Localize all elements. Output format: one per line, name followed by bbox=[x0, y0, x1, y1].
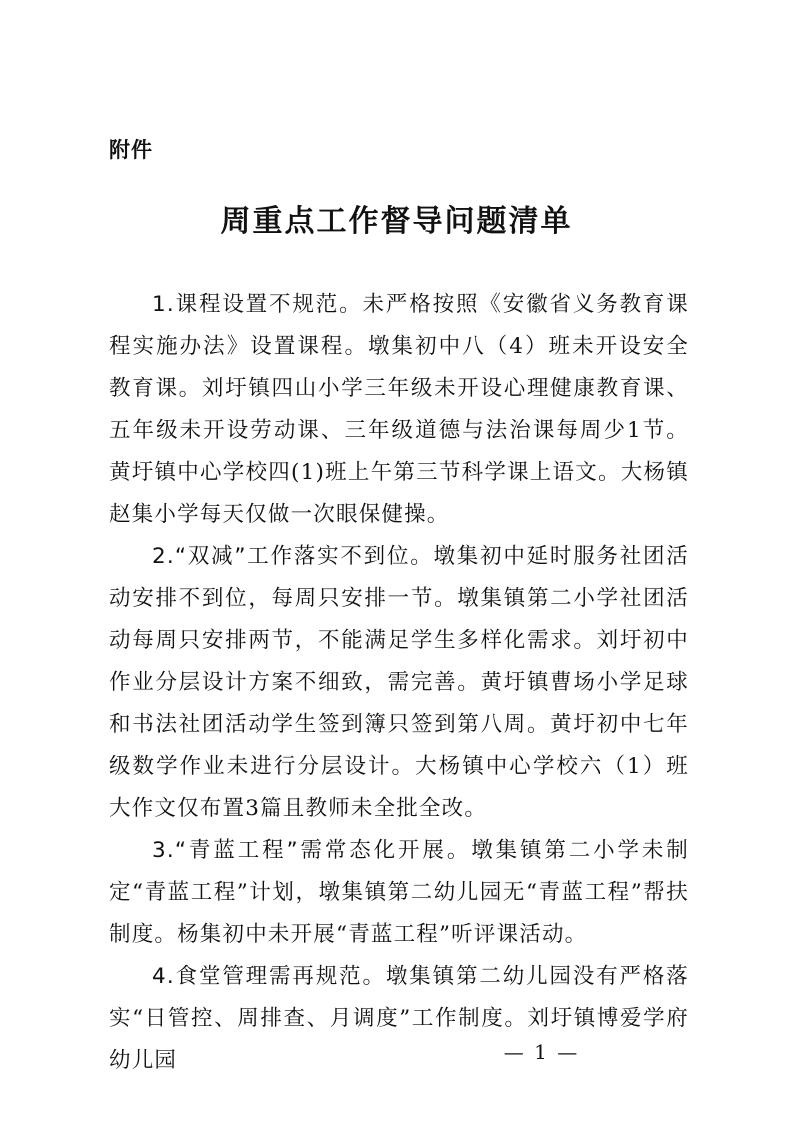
paragraph-1-text: 未严格按照《安徽省义务教育课程实施办法》设置课程。墩集初中八（4）班未开设安全教育课。刘圩镇四山小学三年级未开设心理健康教育课、五年级未开设劳动课、三年级道德与法治课每周少1节。黄圩镇中心学校四(1)班上午第三节科学课上语文。大杨镇赵集小学每天仅做一次眼保健操。 bbox=[109, 292, 690, 527]
paragraph-4-heading: 4.食堂管理需再规范。 bbox=[152, 964, 386, 989]
paragraph-1-heading: 1.课程设置不规范。 bbox=[152, 292, 363, 317]
paragraph-3-text: 墩集镇第二小学未制定“青蓝工程”计划，墩集镇第二幼儿园无“青蓝工程”帮扶制度。杨集初中未开展“青蓝工程”听评课活动。 bbox=[109, 838, 689, 947]
document-body bbox=[109, 284, 689, 1082]
paragraph-2-heading: 2.“双减”工作落实不到位。 bbox=[152, 544, 434, 569]
paragraph-2-text: 墩集初中延时服务社团活动安排不到位，每周只安排一节。墩集镇第二小学社团活动每周只安排两节，不能满足学生多样化需求。刘圩初中作业分层设计方案不细致，需完善。黄圩镇曹场小学足球和书法社团活动学生签到簿只签到第八周。黄圩初中七年级数学作业未进行分层设计。大杨镇中心学校六（1）班大作文仅布置3篇且教师未全批全改。 bbox=[109, 544, 690, 821]
paragraph-3 bbox=[109, 830, 689, 956]
page-number: — 1 — bbox=[503, 1040, 580, 1064]
document-title: 周重点工作督导问题清单 bbox=[220, 204, 573, 239]
attachment-label: 附件 bbox=[109, 138, 153, 162]
paragraph-2 bbox=[109, 536, 689, 830]
paragraph-4-text: 墩集镇第二幼儿园没有严格落实“日管控、周排查、月调度”工作制度。刘圩镇博爱学府幼儿园 bbox=[109, 964, 689, 1073]
paragraph-3-heading: 3.“青蓝工程”需常态化开展。 bbox=[152, 838, 472, 863]
paragraph-1 bbox=[109, 284, 689, 536]
